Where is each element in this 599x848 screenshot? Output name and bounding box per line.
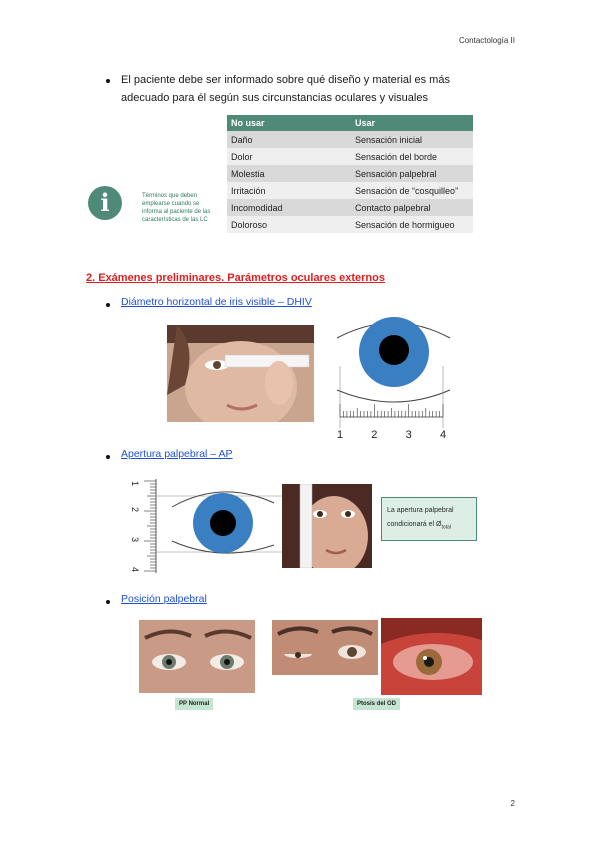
bullet: [106, 303, 110, 307]
table-cell: Dolor: [227, 148, 351, 165]
ruler-label: 4: [130, 567, 140, 573]
ruler-label: 1: [336, 429, 344, 441]
pp-normal-photo: [139, 620, 255, 693]
ruler-label: 3: [405, 429, 412, 441]
ap-callout-subscript: total: [441, 524, 451, 531]
table-row: [227, 199, 473, 216]
info-note-line-2: emplearse cuando se: [142, 201, 200, 207]
ap-photo: [282, 484, 372, 568]
table-cell: Irritación: [227, 182, 351, 199]
table-row: [227, 216, 473, 233]
ap-callout: [381, 497, 477, 541]
table-row: [227, 148, 473, 165]
table-cell: Doloroso: [227, 216, 351, 233]
running-header: Contactología II: [458, 36, 515, 45]
ruler-label: 2: [130, 507, 140, 513]
info-note-line-3: informa al paciente de las: [142, 209, 211, 215]
table-row: [227, 165, 473, 182]
table-cell: Contacto palpebral: [351, 199, 473, 216]
table-row: [227, 182, 473, 199]
ptosis-photo: [272, 620, 378, 675]
eye-ruler-diagram: [332, 316, 452, 444]
ruler-ticks: [340, 404, 443, 417]
dhiv-link[interactable]: Diámetro horizontal de iris visible – DHIV: [121, 296, 312, 308]
table-row: [227, 131, 473, 148]
table-cell: Daño: [227, 131, 351, 148]
table-header-cell: Usar: [351, 115, 473, 131]
pp-normal-caption: PP Normal: [175, 698, 213, 710]
red-eye-photo: [381, 618, 482, 695]
ruler-label: 1: [130, 481, 140, 487]
table-cell: Sensación de hormigueo: [351, 216, 473, 233]
pp-link[interactable]: Posición palpebral: [121, 593, 207, 605]
ap-callout-line-1: La apertura palpebral: [387, 507, 454, 514]
page-number: 2: [510, 799, 515, 808]
intro-paragraph: [121, 71, 501, 107]
table-cell: Incomodidad: [227, 199, 351, 216]
info-note-line-4: características de las LC: [142, 217, 208, 223]
ruler-label: 2: [371, 429, 378, 441]
section-title: 2. Exámenes preliminares. Parámetros oculares externos: [86, 272, 385, 284]
ap-link[interactable]: Apertura palpebral – AP: [121, 448, 233, 460]
intro-line-2: adecuado para él según sus circunstancias oculares y visuales: [121, 92, 428, 104]
info-icon: i: [88, 186, 122, 220]
ap-eye-diagram: [122, 475, 282, 577]
table-header-row: [227, 115, 473, 131]
bullet: [106, 600, 110, 604]
bullet: [106, 455, 110, 459]
bullet: [106, 79, 110, 83]
table-cell: Sensación inicial: [351, 131, 473, 148]
dhiv-photo: [167, 325, 314, 422]
terms-table: [227, 115, 473, 233]
ruler-label: 3: [130, 537, 140, 543]
table-header-cell: No usar: [227, 115, 351, 131]
ptosis-caption: Ptosis del OD: [353, 698, 400, 710]
table-cell: Molestia: [227, 165, 351, 182]
table-cell: Sensación de “cosquilleo”: [351, 182, 473, 199]
table-cell: Sensación palpebral: [351, 165, 473, 182]
ap-callout-line-2: [387, 518, 471, 534]
info-note: [142, 192, 226, 224]
ruler-label: 4: [439, 429, 447, 441]
table-cell: Sensación del borde: [351, 148, 473, 165]
info-note-line-1: Términos que deben: [142, 193, 198, 199]
intro-line-1: El paciente debe ser informado sobre qué diseño y material es más: [121, 74, 450, 86]
ap-callout-text: condicionará el Ø: [387, 521, 442, 528]
